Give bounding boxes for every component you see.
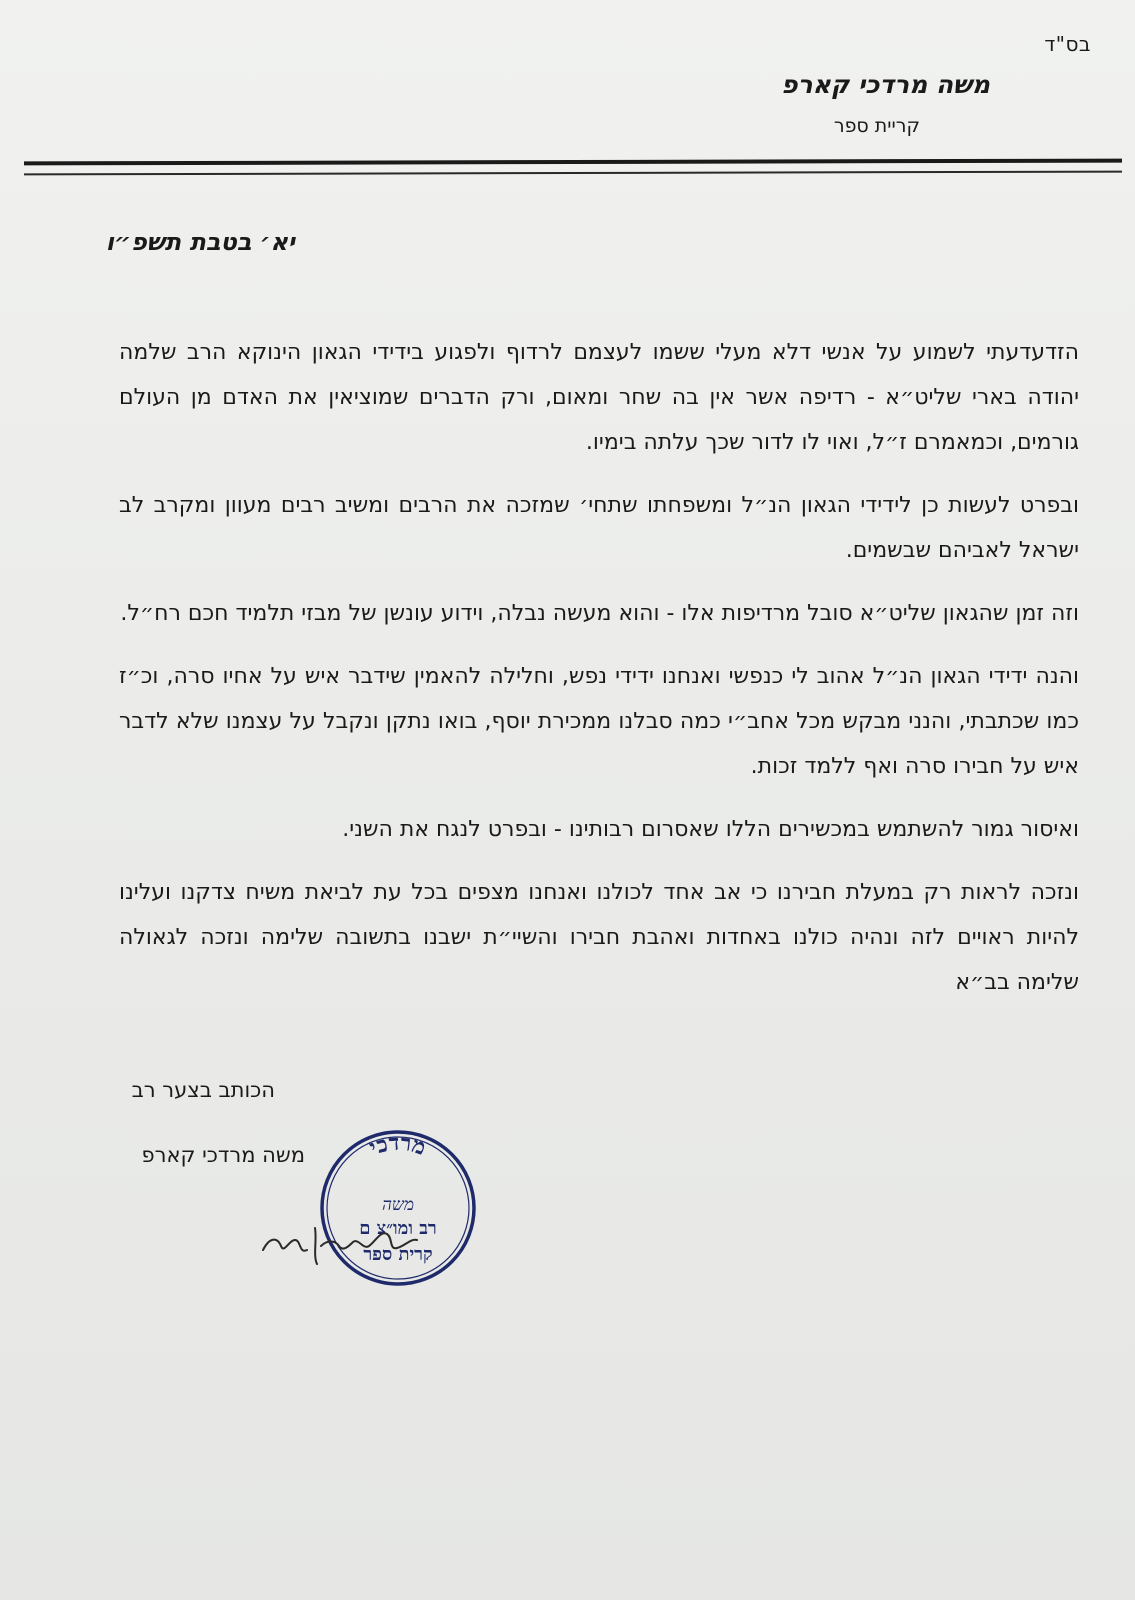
svg-text:מרדכי (366, 1130, 430, 1161)
stamp-arc-text: מרדכי (365, 1129, 430, 1162)
stamp-handwriting: משה (381, 1195, 415, 1215)
letter-body (119, 330, 1079, 1023)
stamp-title: רב ומו״צ ם (359, 1218, 437, 1239)
letterhead-name: משה מרדכי קארפ (781, 70, 990, 99)
paragraph: וזה זמן שהגאון שליט״א סובל מרדיפות אלו - והוא מעשה נבלה, וידוע עונשן של מבזי תלמיד חכם רח״ל. (120, 601, 1079, 626)
closing-line: הכותב בצער רב (131, 1078, 275, 1102)
letterhead-rule-thick (24, 159, 1122, 166)
handwritten-signature (255, 1210, 425, 1270)
paragraph: ובפרט לעשות כן לידידי הגאון הנ״ל ומשפחתו שתחי׳ שמזכה את הרבים ומשיב רבים מעוון ומקרב לב ישראל לאביהם שבשמים. (119, 493, 1079, 563)
stamp-place: קרית ספר (363, 1244, 433, 1265)
paragraph: והנה ידידי הגאון הנ״ל אהוב לי כנפשי ואנחנו ידידי נפש, וחלילה להאמין שידבר איש על אחיו סרה, וכ״ז כמו שכתבתי, והנני מבקש מכל אחב״י כמה סבלנו ממכירת יוסף, בואו נתקן ונקבל על עצמנו שלא לדבר איש על חבירו סרה ואף ללמד זכות. (119, 664, 1079, 779)
signatory-name: משה מרדכי קארפ (141, 1143, 305, 1167)
paragraph: ונזכה לראות רק במעלת חבירנו כי אב אחד לכולנו ואנחנו מצפים בכל עת לביאת משיח צדקנו ועלינו להיות ראויים לזה ונהיה כולנו באחדות ואהבת חבירו והשיי״ת ישבנו בתשובה שלימה ונזכה לגאולה שלימה בב״א (119, 880, 1079, 995)
bsd-mark: בס"ד (1044, 32, 1091, 56)
paragraph: הזדעדעתי לשמוע על אנשי דלא מעלי ששמו לעצמם לרדוף ולפגוע בידידי הגאון הינוקא הרב שלמה יהודה בארי שליט״א - רדיפה אשר אין בה שחר ומאום, ורק הדברים שמוציאין את האדם מן העולם גורמים, וכמאמרם ז״ל, ואוי לו לדור שכך עלתה בימיו. (119, 340, 1079, 455)
letterhead-place: קריית ספר (833, 115, 920, 137)
letterhead-rule-thin (24, 171, 1122, 175)
paragraph: ואיסור גמור להשתמש במכשירים הללו שאסרום רבותינו - ובפרט לנגח את השני. (342, 817, 1079, 842)
letter-date: יא׳ בטבת תשפ״ו (105, 228, 295, 256)
